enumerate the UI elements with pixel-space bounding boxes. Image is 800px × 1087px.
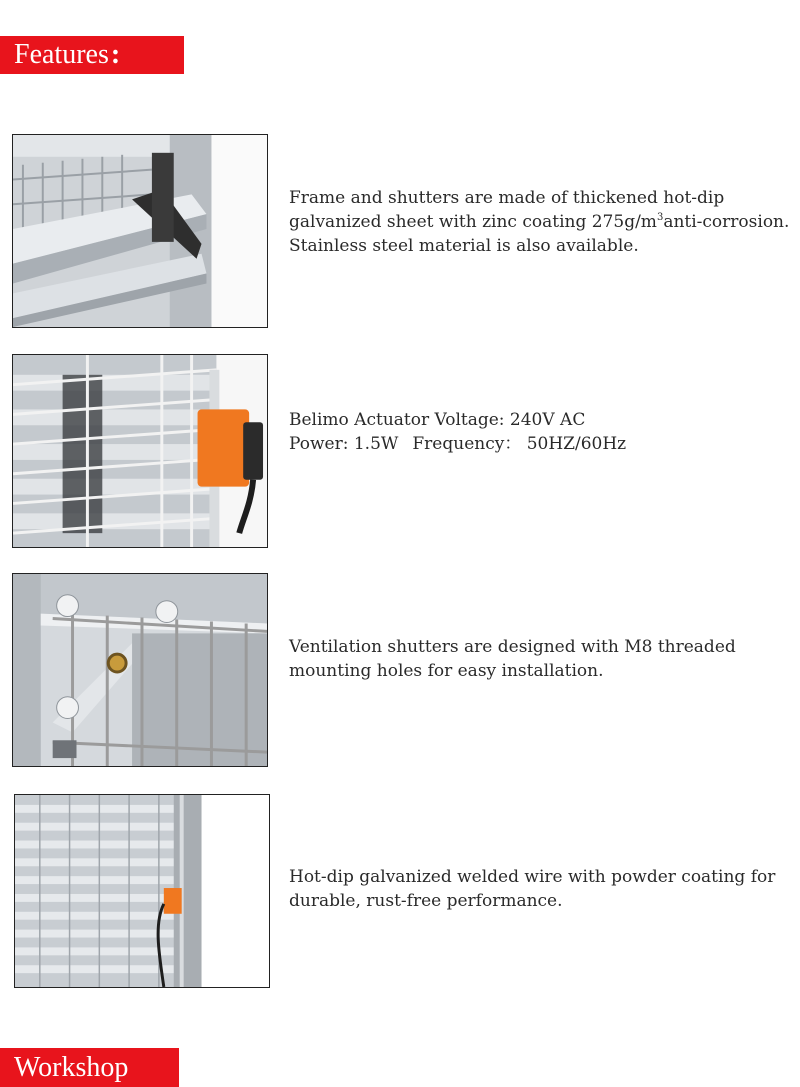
feature-description-actuator bbox=[289, 408, 799, 456]
feature-line: durable, rust-free performance. bbox=[289, 891, 563, 911]
feature-description-welded-wire bbox=[289, 865, 799, 913]
feature-photo-mounting-holes bbox=[12, 573, 268, 767]
workshop-heading-banner bbox=[0, 1048, 179, 1087]
welded-wire-illustration bbox=[15, 795, 269, 987]
feature-description-materials bbox=[289, 186, 799, 258]
feature-line: mounting holes for easy installation. bbox=[289, 661, 604, 681]
features-heading-colon: : bbox=[110, 39, 121, 70]
mounting-holes-illustration bbox=[13, 574, 267, 766]
feature-line: Stainless steel material is also available. bbox=[289, 236, 639, 256]
feature-line: Frame and shutters are made of thickened hot-dip bbox=[289, 188, 725, 208]
feature-photo-actuator bbox=[12, 354, 268, 548]
shutter-blades-illustration bbox=[13, 135, 267, 327]
feature-line bbox=[289, 432, 799, 456]
superscript-3: 3 bbox=[656, 212, 664, 223]
features-heading-text: Features bbox=[14, 39, 109, 70]
feature-line-part: Frequency： 50HZ/60Hz bbox=[412, 434, 627, 454]
workshop-heading-text: Workshop bbox=[14, 1051, 129, 1083]
feature-line: Belimo Actuator Voltage: 240V AC bbox=[289, 410, 586, 430]
feature-line bbox=[289, 210, 799, 234]
feature-description-mounting bbox=[289, 635, 799, 683]
feature-photo-shutter-blades bbox=[12, 134, 268, 328]
feature-line-part: Power: 1.5W bbox=[289, 434, 399, 454]
feature-line: Ventilation shutters are designed with M8 threaded bbox=[289, 637, 736, 657]
features-heading-banner bbox=[0, 36, 184, 74]
feature-line: Hot-dip galvanized welded wire with powder coating for bbox=[289, 867, 776, 887]
actuator-illustration bbox=[13, 355, 267, 547]
feature-line-part: anti-corrosion. bbox=[663, 212, 790, 232]
feature-photo-welded-wire bbox=[14, 794, 270, 988]
feature-line-part: galvanized sheet with zinc coating 275g/m bbox=[289, 212, 657, 232]
